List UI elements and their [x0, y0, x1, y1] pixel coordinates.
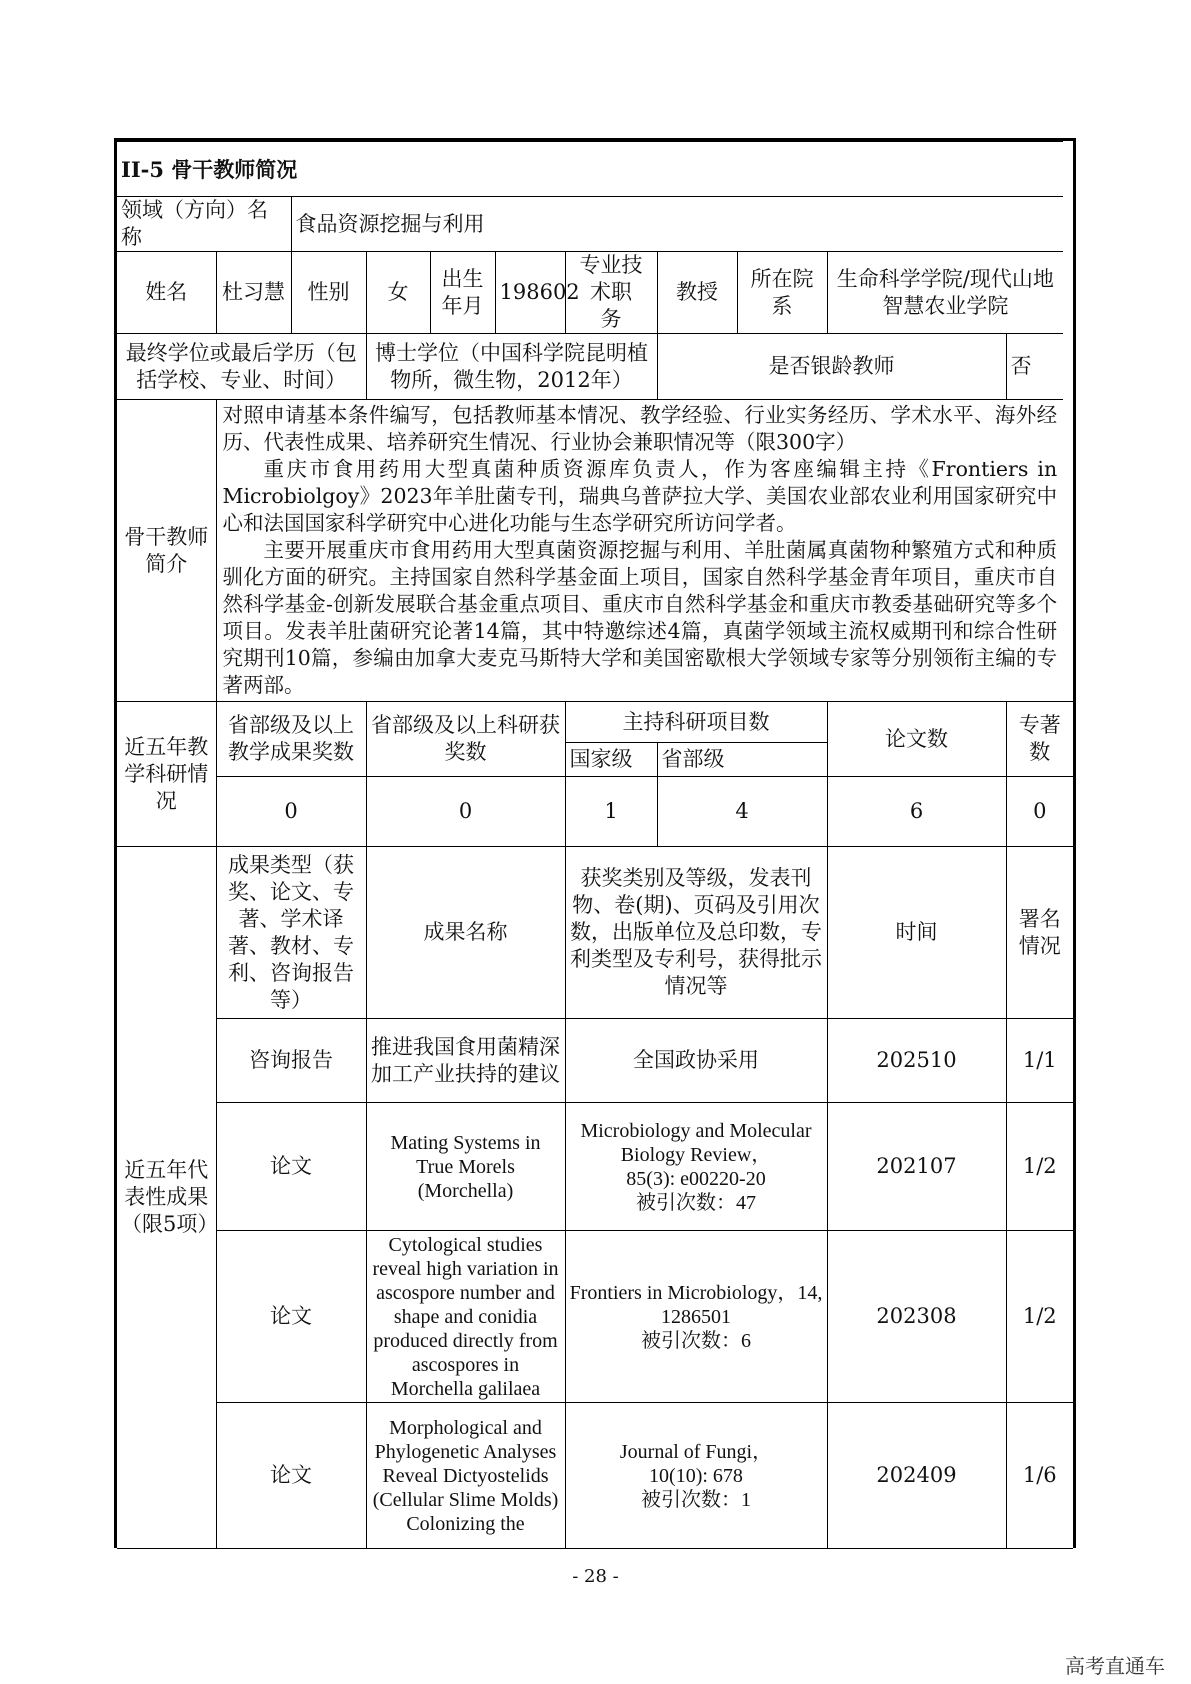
achievement-time-header: 时间	[827, 847, 1006, 1019]
gender-value: 女	[366, 252, 430, 334]
achievement-sign: 1/6	[1006, 1403, 1073, 1549]
field-value: 食品资源挖掘与利用	[291, 197, 1063, 252]
projects-header: 主持科研项目数	[565, 702, 827, 743]
department-value: 生命科学学院/现代山地智慧农业学院	[827, 252, 1063, 334]
achievement-detail-line: Frontiers in Microbiology，14, 1286501	[569, 1281, 823, 1328]
achievement-type: 论文	[216, 1231, 366, 1403]
provincial-projects-header: 省部级	[657, 743, 827, 777]
achievement-detail	[565, 1103, 827, 1231]
achievement-name: 推进我国食用菌精深加工产业扶持的建议	[366, 1019, 565, 1103]
page-number: - 28 -	[572, 1566, 619, 1587]
birth-value: 198602	[495, 252, 565, 334]
section-title: II-5 骨干教师简况	[117, 142, 1063, 197]
achievement-time: 202409	[827, 1403, 1006, 1549]
achievement-type-header: 成果类型（获奖、论文、专著、学术译著、教材、专利、咨询报告等）	[216, 847, 366, 1019]
provincial-projects-count: 4	[657, 777, 827, 847]
intro-paragraph-2: 主要开展重庆市食用药用大型真菌资源挖掘与利用、羊肚菌属真菌物种繁殖方式和种质驯化方面的研究。主持国家自然科学基金面上项目，国家自然科学基金青年项目，重庆市自然科学基金-创新发展联合基金重点项目、重庆市自然科学基金和重庆市教委基础研究等多个项目。发表羊肚菌研究论著14篇，其中特邀综述4篇，真菌学领域主流权威期刊和综合性研究期刊10篇，参编由加拿大麦克马斯特大学和美国密歇根大学领域专家等分别领衔主编的专著两部。	[222, 538, 1058, 697]
department-label: 所在院系	[737, 252, 827, 334]
profile-table	[117, 141, 1073, 1549]
achievement-detail	[565, 1231, 827, 1403]
name-label: 姓名	[117, 252, 216, 334]
intro-instruction: 对照申请基本条件编写，包括教师基本情况、教学经验、行业实务经历、学术水平、海外经历、代表性成果、培养研究生情况、行业协会兼职情况等（限300字）	[222, 403, 1058, 454]
brand-watermark: 高考直通车	[1065, 1654, 1165, 1678]
achievement-type: 论文	[216, 1403, 366, 1549]
achievement-name-header: 成果名称	[366, 847, 565, 1019]
achievement-sign-header: 署名情况	[1006, 847, 1073, 1019]
national-projects-header: 国家级	[565, 743, 657, 777]
achievement-name: Cytological studies reveal high variation in ascospore number and shape and conidia produced directly from ascospores in Morchella galilaea	[366, 1231, 565, 1403]
papers-header: 论文数	[827, 702, 1006, 777]
achievement-detail-line: 全国政协采用	[633, 1048, 759, 1072]
achievement-detail-line: 被引次数：1	[641, 1488, 751, 1511]
senior-teacher-label: 是否银龄教师	[657, 334, 1006, 400]
achievement-type: 咨询报告	[216, 1019, 366, 1103]
achievement-detail-header: 获奖类别及等级，发表刊物、卷(期)、页码及引用次数，出版单位及总印数，专利类型及专利号，获得批示情况等	[565, 847, 827, 1019]
table-row	[117, 1103, 1073, 1231]
teaching-award-count: 0	[216, 777, 366, 847]
field-label: 领域（方向）名称	[117, 197, 291, 252]
national-projects-count: 1	[565, 777, 657, 847]
achievement-detail-line: Microbiology and Molecular Biology Review，	[580, 1119, 812, 1166]
name-value: 杜习慧	[216, 252, 291, 334]
senior-teacher-value: 否	[1006, 334, 1063, 400]
achievement-detail-line: Journal of Fungi，	[619, 1440, 773, 1463]
research-award-header: 省部级及以上科研获奖数	[366, 702, 565, 777]
achievement-time: 202107	[827, 1103, 1006, 1231]
achievement-type: 论文	[216, 1103, 366, 1231]
achievement-sign: 1/2	[1006, 1103, 1073, 1231]
achievement-sign: 1/2	[1006, 1231, 1073, 1403]
achievement-detail-line: 被引次数：6	[641, 1329, 751, 1352]
books-header: 专著数	[1006, 702, 1073, 777]
degree-label: 最终学位或最后学历（包括学校、专业、时间）	[117, 334, 366, 400]
research-award-count: 0	[366, 777, 565, 847]
achievement-detail-line: 10(10): 678	[649, 1464, 743, 1487]
achievement-detail-line: 85(3): e00220-20	[626, 1167, 766, 1190]
achievement-detail-line: 被引次数：47	[636, 1191, 756, 1214]
achievement-name: Morphological and Phylogenetic Analyses Reveal Dictyostelids (Cellular Slime Molds) Colonizing the	[366, 1403, 565, 1549]
teacher-profile-form	[114, 138, 1076, 1548]
table-row	[117, 1403, 1073, 1549]
teaching-award-header: 省部级及以上教学成果奖数	[216, 702, 366, 777]
achievements-label: 近五年代表性成果（限5项）	[117, 847, 216, 1549]
achievement-sign: 1/1	[1006, 1019, 1073, 1103]
books-count: 0	[1006, 777, 1073, 847]
achievement-detail	[565, 1403, 827, 1549]
papers-count: 6	[827, 777, 1006, 847]
table-row	[117, 1231, 1073, 1403]
intro-paragraph-1: 重庆市食用药用大型真菌种质资源库负责人，作为客座编辑主持《Frontiers in Microbiolgoy》2023年羊肚菌专刊，瑞典乌普萨拉大学、美国农业部农业利用国家研究中心和法国国家科学研究中心进化功能与生态学研究所访问学者。	[222, 457, 1058, 535]
achievement-time: 202510	[827, 1019, 1006, 1103]
degree-value: 博士学位（中国科学院昆明植物所，微生物，2012年）	[366, 334, 657, 400]
table-row	[117, 1019, 1073, 1103]
gender-label: 性别	[291, 252, 366, 334]
birth-label: 出生年月	[430, 252, 495, 334]
intro-body	[216, 400, 1063, 702]
achievement-time: 202308	[827, 1231, 1006, 1403]
achievement-detail	[565, 1019, 827, 1103]
professional-title-value: 教授	[657, 252, 737, 334]
professional-title-label: 专业技术职 务	[565, 252, 657, 334]
intro-label: 骨干教师简介	[117, 400, 216, 702]
achievement-name: Mating Systems in True Morels (Morchella)	[366, 1103, 565, 1231]
research-label: 近五年教学科研情况	[117, 702, 216, 847]
